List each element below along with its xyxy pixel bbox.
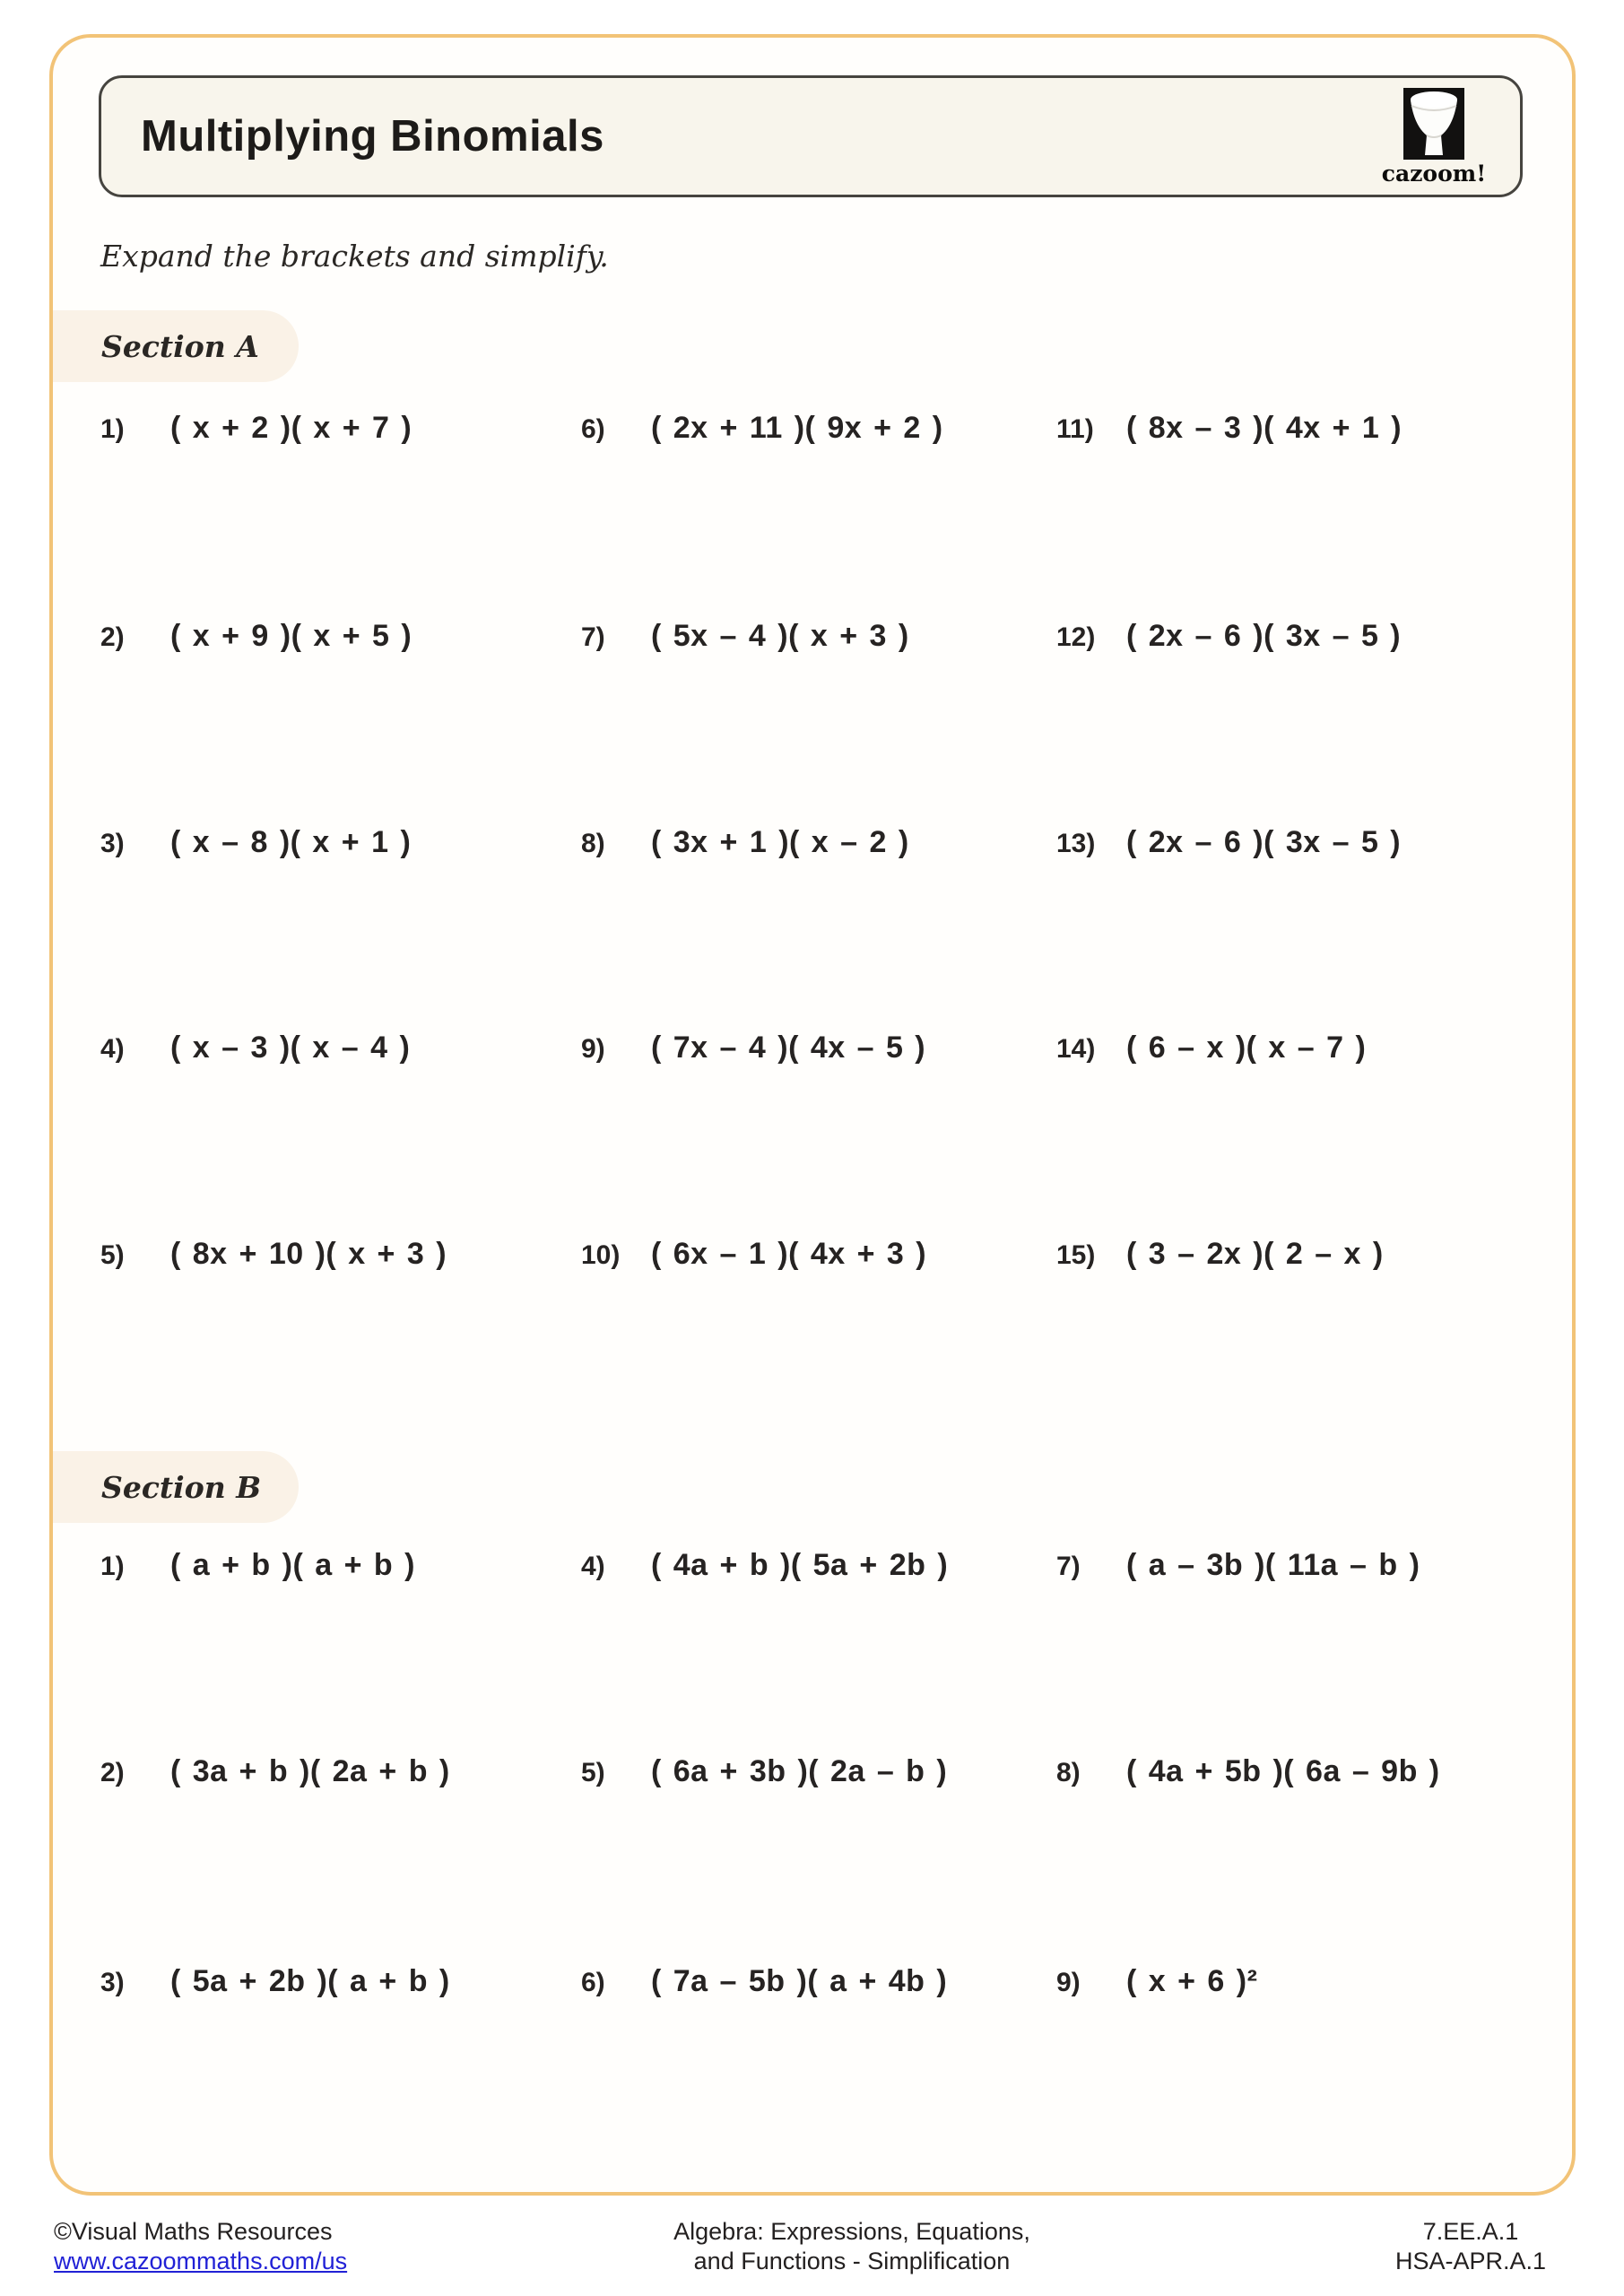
question-b9 bbox=[1056, 1964, 1257, 1999]
question-number: 13) bbox=[1056, 829, 1096, 858]
question-expression: ( x + 6 )² bbox=[1126, 1964, 1258, 1998]
cazoom-logo bbox=[1381, 88, 1487, 187]
question-expression: ( 3x + 1 )( x – 2 ) bbox=[651, 825, 909, 859]
question-a10 bbox=[581, 1237, 926, 1272]
question-number: 15) bbox=[1056, 1240, 1096, 1270]
question-b8 bbox=[1056, 1754, 1440, 1789]
question-number: 5) bbox=[581, 1758, 605, 1787]
question-expression: ( x + 9 )( x + 5 ) bbox=[170, 619, 413, 653]
question-expression: ( 6a + 3b )( 2a – b ) bbox=[651, 1754, 948, 1788]
question-expression: ( 2x – 6 )( 3x – 5 ) bbox=[1126, 825, 1402, 859]
standard-code-1: 7.EE.A.1 bbox=[1422, 2218, 1519, 2245]
question-expression: ( x – 8 )( x + 1 ) bbox=[170, 825, 412, 859]
question-b6 bbox=[581, 1964, 947, 1999]
section-b-header bbox=[53, 1451, 299, 1523]
question-expression: ( 2x + 11 )( 9x + 2 ) bbox=[651, 411, 943, 445]
question-expression: ( 4a + 5b )( 6a – 9b ) bbox=[1126, 1754, 1440, 1788]
question-number: 6) bbox=[581, 1968, 605, 1997]
footer-left bbox=[54, 2217, 347, 2276]
cazoom-logo-text: cazoom! bbox=[1381, 161, 1487, 187]
question-number: 8) bbox=[1056, 1758, 1081, 1787]
question-b7 bbox=[1056, 1548, 1420, 1583]
question-expression: ( a – 3b )( 11a – b ) bbox=[1126, 1548, 1420, 1582]
question-expression: ( 2x – 6 )( 3x – 5 ) bbox=[1126, 619, 1402, 653]
question-expression: ( 6 – x )( x – 7 ) bbox=[1126, 1031, 1367, 1065]
question-a5 bbox=[100, 1237, 447, 1272]
question-b1 bbox=[100, 1548, 415, 1583]
question-expression: ( x + 2 )( x + 7 ) bbox=[170, 411, 413, 445]
instruction-text: Expand the brackets and simplify. bbox=[100, 239, 609, 274]
question-number: 6) bbox=[581, 414, 605, 444]
copyright-text: ©Visual Maths Resources bbox=[54, 2218, 333, 2245]
question-a6 bbox=[581, 411, 943, 446]
question-number: 7) bbox=[581, 622, 605, 652]
question-b4 bbox=[581, 1548, 948, 1583]
question-expression: ( x – 3 )( x – 4 ) bbox=[170, 1031, 411, 1065]
question-number: 9) bbox=[1056, 1968, 1081, 1997]
question-a9 bbox=[581, 1031, 925, 1065]
topic-line-2: and Functions - Simplification bbox=[693, 2248, 1011, 2274]
question-expression: ( 3a + b )( 2a + b ) bbox=[170, 1754, 450, 1788]
question-number: 2) bbox=[100, 622, 125, 652]
question-b2 bbox=[100, 1754, 450, 1789]
question-a8 bbox=[581, 825, 909, 860]
footer-standards bbox=[1383, 2217, 1559, 2276]
question-expression: ( 3 – 2x )( 2 – x ) bbox=[1126, 1237, 1384, 1271]
question-b5 bbox=[581, 1754, 947, 1789]
question-a3 bbox=[100, 825, 411, 860]
question-number: 10) bbox=[581, 1240, 621, 1270]
page-title: Multiplying Binomials bbox=[141, 112, 604, 161]
section-b-label: Section B bbox=[101, 1469, 262, 1505]
question-a15 bbox=[1056, 1237, 1384, 1272]
question-a12 bbox=[1056, 619, 1401, 654]
question-number: 11) bbox=[1056, 414, 1094, 444]
question-expression: ( 8x – 3 )( 4x + 1 ) bbox=[1126, 411, 1403, 445]
standard-code-2: HSA-APR.A.1 bbox=[1394, 2248, 1547, 2274]
question-expression: ( 6x – 1 )( 4x + 3 ) bbox=[651, 1237, 927, 1271]
question-b3 bbox=[100, 1964, 450, 1999]
topic-line-1: Algebra: Expressions, Equations, bbox=[673, 2218, 1030, 2245]
question-number: 7) bbox=[1056, 1552, 1081, 1581]
question-number: 3) bbox=[100, 829, 125, 858]
question-number: 1) bbox=[100, 414, 125, 444]
question-number: 3) bbox=[100, 1968, 125, 1997]
djembe-drum-icon bbox=[1403, 88, 1464, 160]
question-number: 9) bbox=[581, 1034, 605, 1064]
question-expression: ( 5x – 4 )( x + 3 ) bbox=[651, 619, 909, 653]
question-number: 8) bbox=[581, 829, 605, 858]
question-number: 4) bbox=[581, 1552, 605, 1581]
footer-topic bbox=[673, 2217, 1030, 2276]
question-a13 bbox=[1056, 825, 1401, 860]
question-expression: ( 4a + b )( 5a + 2b ) bbox=[651, 1548, 949, 1582]
cazoommaths-link[interactable]: www.cazoommaths.com/us bbox=[54, 2248, 348, 2274]
question-a4 bbox=[100, 1031, 410, 1065]
question-expression: ( 7a – 5b )( a + 4b ) bbox=[651, 1964, 948, 1998]
question-a14 bbox=[1056, 1031, 1366, 1065]
question-a2 bbox=[100, 619, 412, 654]
question-number: 5) bbox=[100, 1240, 125, 1270]
question-number: 1) bbox=[100, 1552, 125, 1581]
section-a-label: Section A bbox=[101, 328, 259, 364]
question-a1 bbox=[100, 411, 412, 446]
question-number: 4) bbox=[100, 1034, 125, 1064]
question-expression: ( a + b )( a + b ) bbox=[170, 1548, 415, 1582]
question-number: 14) bbox=[1056, 1034, 1096, 1064]
title-box bbox=[99, 75, 1523, 197]
question-number: 2) bbox=[100, 1758, 125, 1787]
question-expression: ( 7x – 4 )( 4x – 5 ) bbox=[651, 1031, 926, 1065]
question-number: 12) bbox=[1056, 622, 1096, 652]
section-a-header bbox=[53, 310, 299, 382]
question-expression: ( 8x + 10 )( x + 3 ) bbox=[170, 1237, 447, 1271]
question-expression: ( 5a + 2b )( a + b ) bbox=[170, 1964, 450, 1998]
question-a7 bbox=[581, 619, 909, 654]
question-a11 bbox=[1056, 411, 1402, 446]
